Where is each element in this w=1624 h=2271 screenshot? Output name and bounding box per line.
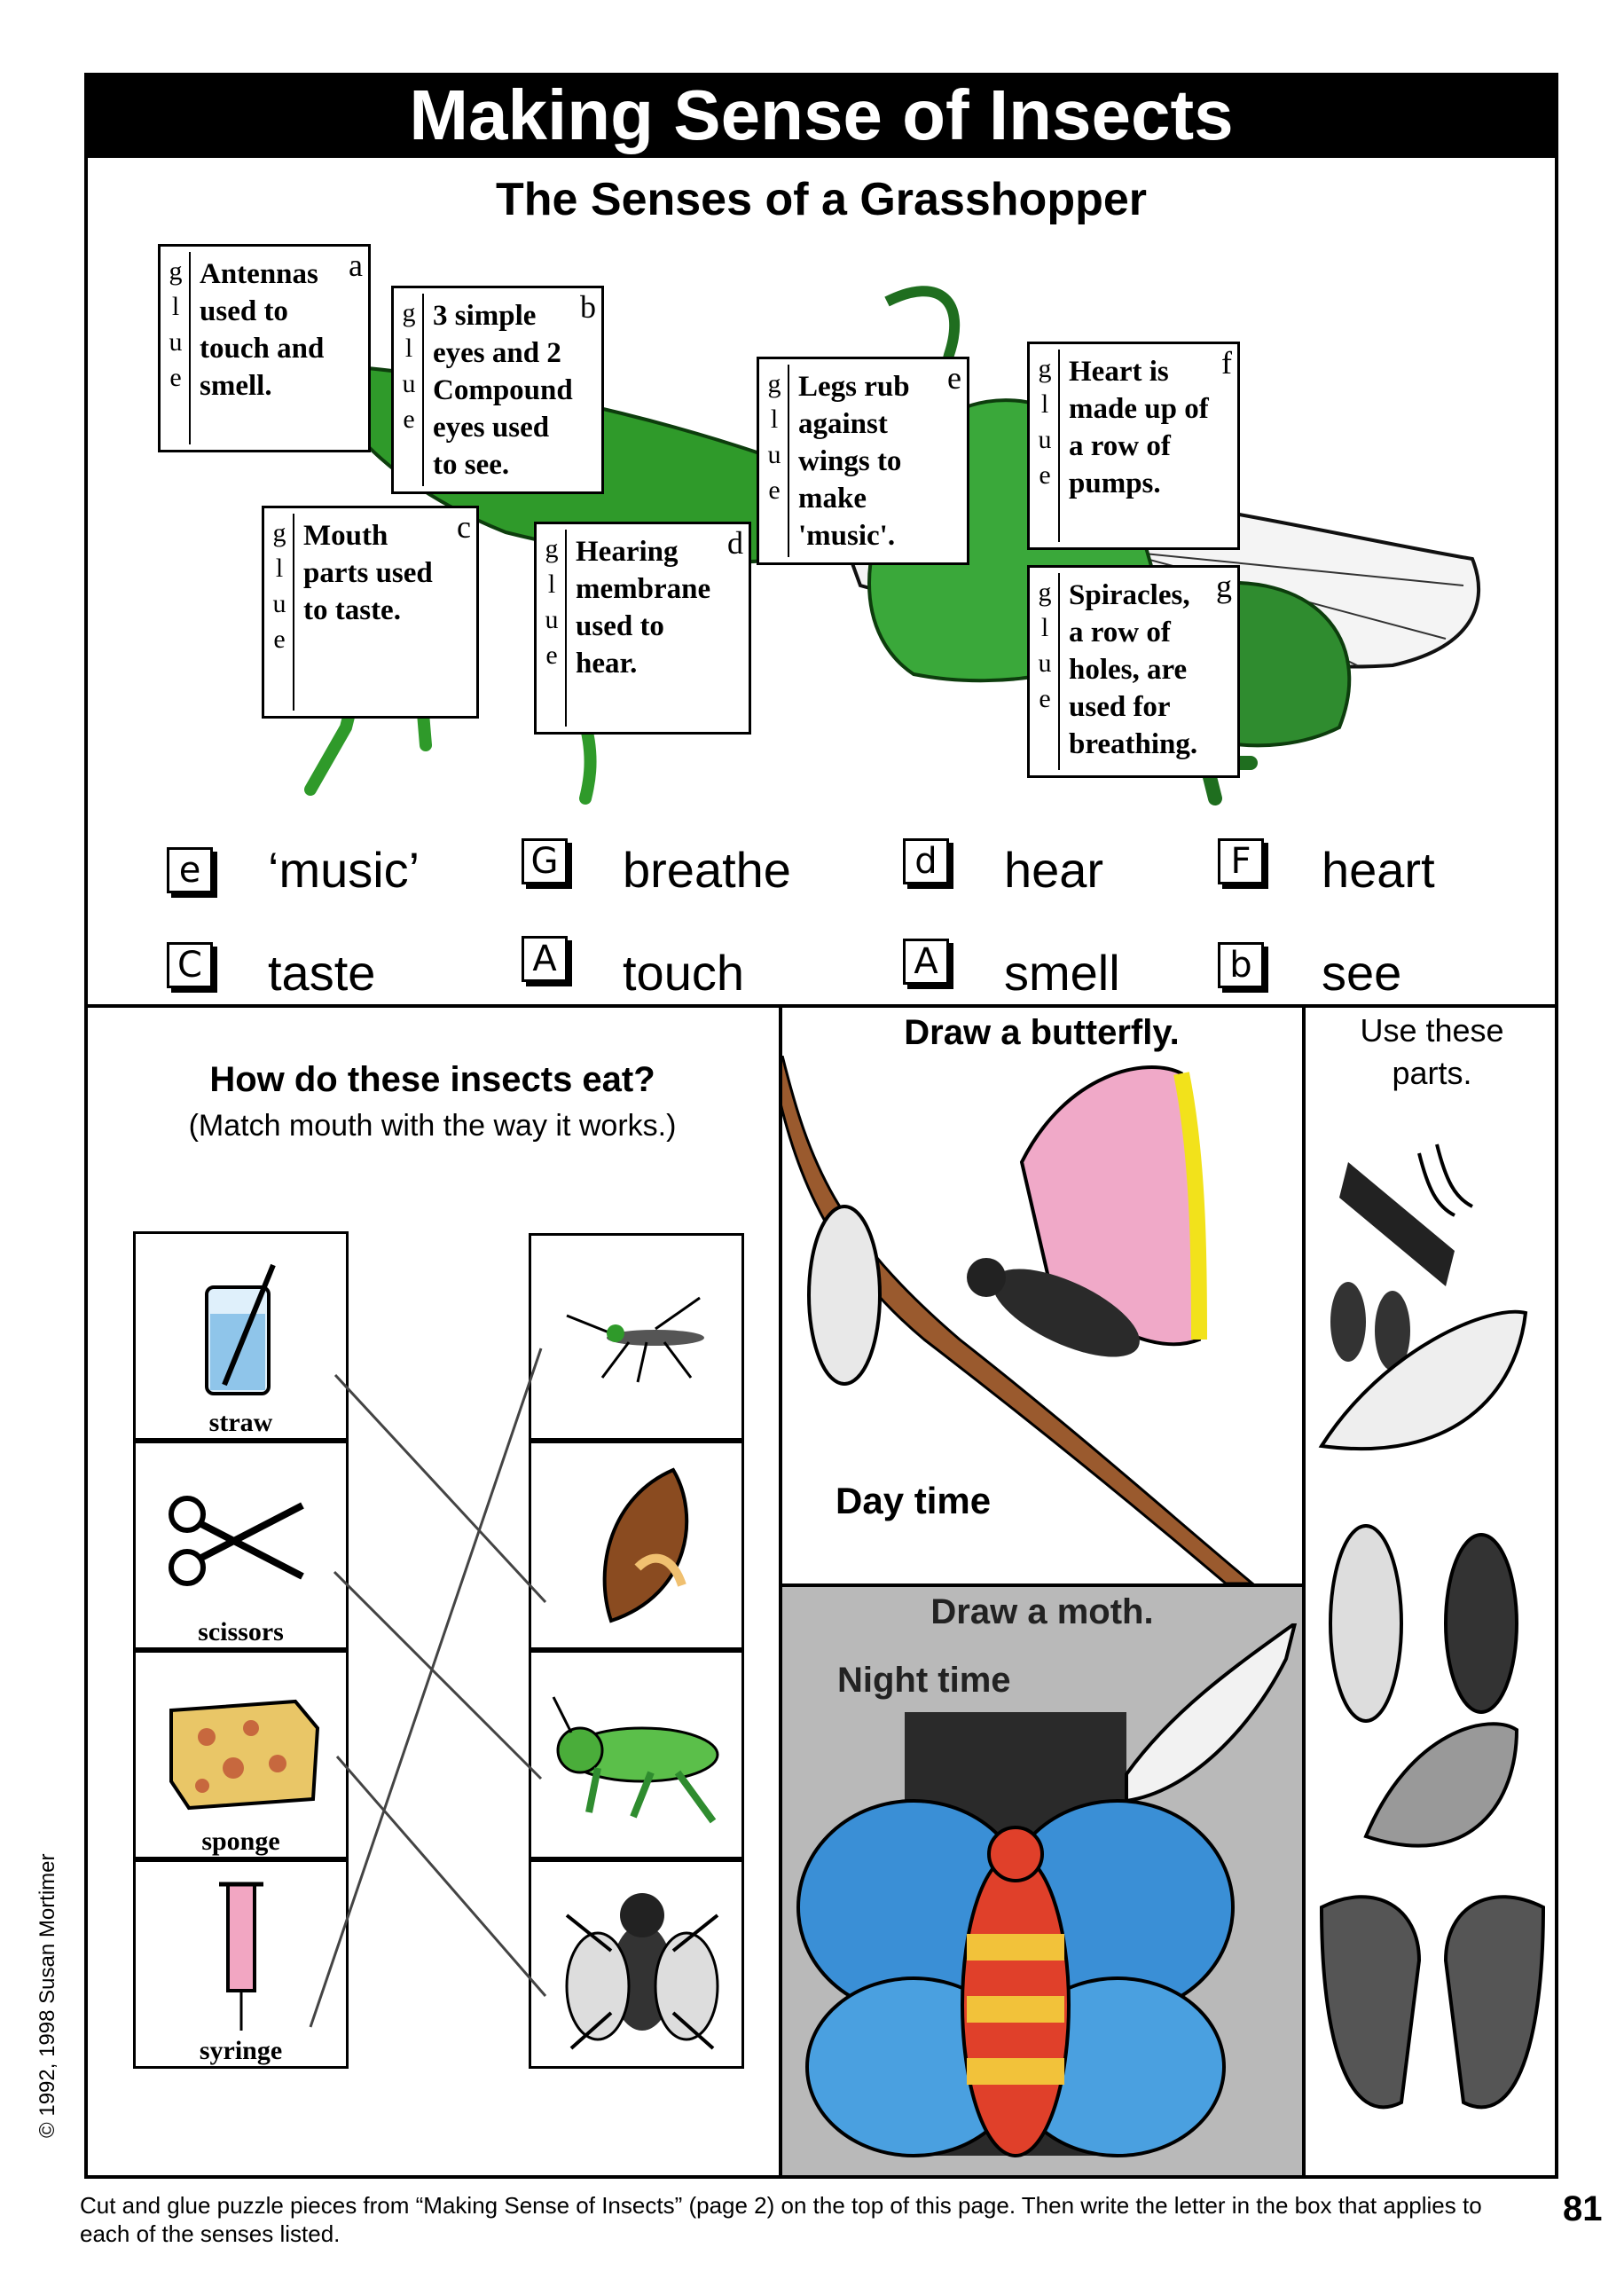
eating-question: How do these insects eat? bbox=[209, 1060, 655, 1099]
butterfly-icon bbox=[576, 1461, 709, 1638]
card-g: g l u e Spiracles, a row of holes, are used for breathing. g bbox=[1027, 565, 1240, 778]
butterfly-panel-title: Draw a butterfly. bbox=[904, 1013, 1180, 1052]
sense-label: hear bbox=[1004, 842, 1104, 898]
insect-parts-cutouts bbox=[1313, 1109, 1552, 2165]
card-c: g l u e Mouth parts used to taste. c bbox=[262, 506, 479, 719]
answer-box-taste[interactable]: C bbox=[167, 942, 213, 988]
answer-box-breathe[interactable]: G bbox=[522, 838, 568, 884]
answer-box-smell[interactable]: A bbox=[903, 939, 949, 985]
matching-lines bbox=[293, 1277, 585, 2040]
footer-instructions: Cut and glue puzzle pieces from “Making Sense of Insects” (page 2) on the top of this page. Then write the letter in the box that applies to each of the senses listed. bbox=[80, 2192, 1482, 2247]
section-subtitle: The Senses of a Grasshopper bbox=[495, 174, 1148, 225]
answer-box-hear[interactable]: d bbox=[903, 838, 949, 884]
sense-label: smell bbox=[1004, 945, 1120, 1001]
card-f: g l u e Heart is made up of a row of pumps. f bbox=[1027, 342, 1240, 550]
answer-box-see[interactable]: b bbox=[1218, 942, 1264, 988]
column-divider bbox=[1302, 1004, 1306, 2179]
moth-drawing bbox=[789, 1623, 1302, 2173]
page-number: 81 bbox=[1563, 2189, 1603, 2228]
card-e: g l u e Legs rub against wings to make 'music'. e bbox=[757, 357, 969, 565]
parts-panel-title: Use these parts. bbox=[1360, 1012, 1504, 1091]
tool-label: scissors bbox=[198, 1617, 284, 1646]
sense-label: ‘music’ bbox=[268, 842, 420, 898]
sense-label: touch bbox=[623, 945, 744, 1001]
sense-label: see bbox=[1322, 945, 1402, 1001]
tool-label: syringe bbox=[199, 2036, 283, 2065]
moth-panel-title: Draw a moth. bbox=[930, 1592, 1154, 1631]
night-time-label: Night time bbox=[837, 1661, 1011, 1700]
page-title: Making Sense of Insects bbox=[84, 73, 1558, 158]
section-divider bbox=[84, 1004, 1558, 1008]
straw-icon bbox=[189, 1261, 295, 1403]
copyright-notice: © 1992, 1998 Susan Mortimer bbox=[35, 1853, 59, 2138]
card-b: g l u e 3 simple eyes and 2 Compound eyes used to see. b bbox=[391, 286, 604, 494]
tool-label: sponge bbox=[201, 1827, 280, 1856]
answer-box-touch[interactable]: A bbox=[522, 936, 568, 982]
syringe-icon bbox=[216, 1875, 269, 2035]
day-time-label: Day time bbox=[836, 1480, 992, 1521]
sense-label: heart bbox=[1322, 842, 1435, 898]
answer-box-heart[interactable]: F bbox=[1218, 838, 1264, 884]
answer-box-music[interactable]: e bbox=[167, 847, 213, 893]
card-d: g l u e Hearing membrane used to hear. d bbox=[534, 522, 751, 735]
eating-instruction: (Match mouth with the way it works.) bbox=[188, 1109, 677, 1143]
tool-label: straw bbox=[208, 1408, 273, 1437]
sense-label: breathe bbox=[623, 842, 791, 898]
sense-label: taste bbox=[268, 945, 376, 1001]
card-a: g l u e Antennas used to touch and smell. a bbox=[158, 244, 371, 452]
